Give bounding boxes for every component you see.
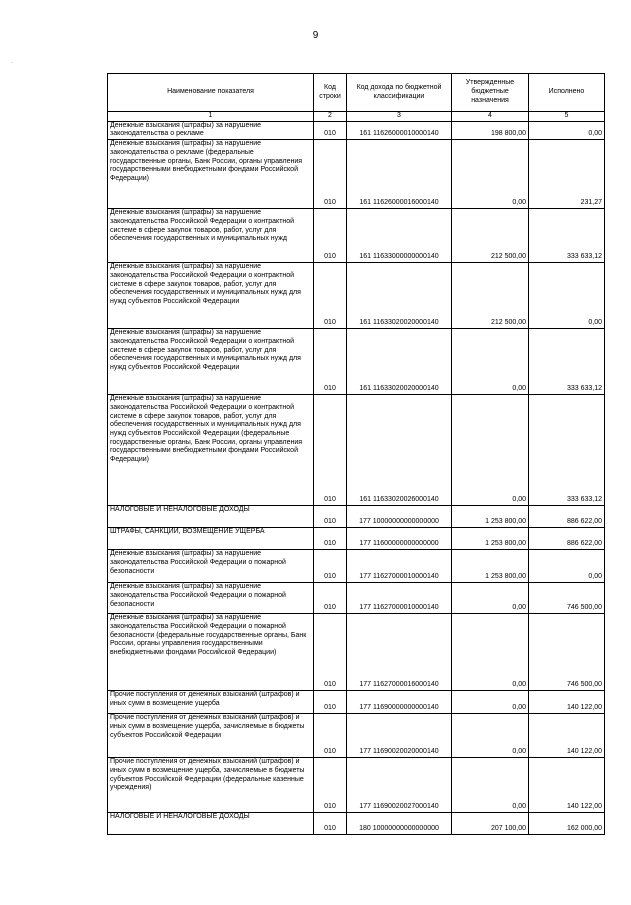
- table-row: [108, 758, 605, 813]
- row-name: Денежные взыскания (штрафы) за нарушение законодательства Российской Федерации о контрактной системе в сфере закупок товаров, работ, услуг для обеспечения государственных и муниципальных нужд: [108, 209, 314, 263]
- row-kbk: 177 11627000016000140: [347, 614, 452, 691]
- row-approved: 1 253 800,00: [452, 528, 529, 550]
- row-name: НАЛОГОВЫЕ И НЕНАЛОГОВЫЕ ДОХОДЫ: [108, 506, 314, 528]
- row-kbk: 177 11627000010000140: [347, 583, 452, 614]
- row-code: 010: [314, 714, 347, 758]
- row-code: 010: [314, 329, 347, 395]
- row-executed: 333 633,12: [529, 209, 605, 263]
- row-approved: 0,00: [452, 614, 529, 691]
- row-approved: 1 253 800,00: [452, 550, 529, 583]
- row-code: 010: [314, 550, 347, 583]
- table-row: [108, 395, 605, 506]
- row-name: Денежные взыскания (штрафы) за нарушение законодательства Российской Федерации о пожарной безопасности: [108, 550, 314, 583]
- row-executed: 746 500,00: [529, 583, 605, 614]
- row-executed: 140 122,00: [529, 691, 605, 714]
- page-number: 9: [312, 30, 319, 41]
- row-executed: 886 622,00: [529, 528, 605, 550]
- row-executed: 0,00: [529, 263, 605, 329]
- row-kbk: 161 11626000016000140: [347, 140, 452, 209]
- row-code: 010: [314, 758, 347, 813]
- row-name: Денежные взыскания (штрафы) за нарушение законодательства Российской Федерации о контрактной системе в сфере закупок товаров, работ, услуг для обеспечения государственных и муниципальных нужд для нужд субъектов Российской Федерации: [108, 263, 314, 329]
- column-number: 2: [314, 112, 347, 122]
- row-name: Денежные взыскания (штрафы) за нарушение законодательства Российской Федерации о контрактной системе в сфере закупок товаров, работ, услуг для обеспечения государственных и муниципальных нужд для нужд субъектов Российской Федерации: [108, 329, 314, 395]
- row-approved: 0,00: [452, 583, 529, 614]
- row-approved: 0,00: [452, 714, 529, 758]
- row-approved: 0,00: [452, 329, 529, 395]
- row-code: 010: [314, 395, 347, 506]
- row-approved: 198 800,00: [452, 121, 529, 139]
- row-code: 010: [314, 528, 347, 550]
- row-name: Денежные взыскания (штрафы) за нарушение законодательства Российской Федерации о пожарной безопасности (федеральные государственные органы, Банк России, органы управления государственными внебюджетными фондами Российской Федерации): [108, 614, 314, 691]
- row-code: 010: [314, 614, 347, 691]
- table-row: [108, 329, 605, 395]
- row-executed: 333 633,12: [529, 329, 605, 395]
- row-approved: 1 253 800,00: [452, 506, 529, 528]
- column-number: 3: [347, 112, 452, 122]
- row-executed: 0,00: [529, 121, 605, 139]
- column-header-executed: Исполнено: [529, 74, 605, 112]
- row-name: ШТРАФЫ, САНКЦИИ, ВОЗМЕЩЕНИЕ УЩЕРБА: [108, 528, 314, 550]
- row-name: НАЛОГОВЫЕ И НЕНАЛОГОВЫЕ ДОХОДЫ: [108, 813, 314, 835]
- row-code: 010: [314, 813, 347, 835]
- row-approved: 0,00: [452, 758, 529, 813]
- column-header-code: Код строки: [314, 74, 347, 112]
- table-row: [108, 528, 605, 550]
- row-code: 010: [314, 583, 347, 614]
- row-executed: 746 500,00: [529, 614, 605, 691]
- table-row: [108, 813, 605, 835]
- row-name: Прочие поступления от денежных взысканий (штрафов) и иных сумм в возмещение ущерба, зачисляемые в бюджеты субъектов Российской Федерации: [108, 714, 314, 758]
- row-code: 010: [314, 209, 347, 263]
- budget-execution-table: [107, 73, 605, 835]
- row-approved: 0,00: [452, 691, 529, 714]
- row-approved: 212 500,00: [452, 263, 529, 329]
- column-header-name: Наименование показателя: [108, 74, 314, 112]
- row-name: Денежные взыскания (штрафы) за нарушение законодательства Российской Федерации о контрактной системе в сфере закупок товаров, работ, услуг для обеспечения государственных и муниципальных нужд для нужд субъектов Российской Федерации (федеральные государственные органы, Банк России, органы управления государственными внебюджетными фондами Российской Федерации): [108, 395, 314, 506]
- row-executed: 333 633,12: [529, 395, 605, 506]
- column-number-row: [108, 112, 605, 122]
- row-approved: 212 500,00: [452, 209, 529, 263]
- row-code: 010: [314, 263, 347, 329]
- column-header-approved: Утвержденные бюджетные назначения: [452, 74, 529, 112]
- row-kbk: 177 11627000010000140: [347, 550, 452, 583]
- table-row: [108, 506, 605, 528]
- table-row: [108, 691, 605, 714]
- column-number: 5: [529, 112, 605, 122]
- table-row: [108, 614, 605, 691]
- row-kbk: 180 10000000000000000: [347, 813, 452, 835]
- row-name: Денежные взыскания (штрафы) за нарушение законодательства о рекламе (федеральные государственные органы, Банк России, органы управления государственными внебюджетными фондами Российской Федерации): [108, 140, 314, 209]
- column-header-kbk: Код дохода по бюджетной классификации: [347, 74, 452, 112]
- row-code: 010: [314, 121, 347, 139]
- column-number: 4: [452, 112, 529, 122]
- table-row: [108, 121, 605, 139]
- table-row: [108, 714, 605, 758]
- row-code: 010: [314, 506, 347, 528]
- table-row: [108, 140, 605, 209]
- row-executed: 231,27: [529, 140, 605, 209]
- row-kbk: 177 11690020020000140: [347, 714, 452, 758]
- row-kbk: 177 11690020027000140: [347, 758, 452, 813]
- row-kbk: 177 11690000000000140: [347, 691, 452, 714]
- table-header-row: [108, 74, 605, 112]
- row-approved: 0,00: [452, 140, 529, 209]
- table-row: [108, 209, 605, 263]
- row-code: 010: [314, 140, 347, 209]
- row-code: 010: [314, 691, 347, 714]
- row-kbk: 161 11633000000000140: [347, 209, 452, 263]
- table-row: [108, 263, 605, 329]
- table-row: [108, 550, 605, 583]
- row-approved: 0,00: [452, 395, 529, 506]
- row-approved: 207 100,00: [452, 813, 529, 835]
- row-executed: 140 122,00: [529, 714, 605, 758]
- row-kbk: 161 11633020020000140: [347, 263, 452, 329]
- row-name: Прочие поступления от денежных взысканий (штрафов) и иных сумм в возмещение ущерба, зачисляемые в бюджеты субъектов Российской Федерации (федеральные казенные учреждения): [108, 758, 314, 813]
- row-name: Прочие поступления от денежных взысканий (штрафов) и иных сумм в возмещение ущерба: [108, 691, 314, 714]
- row-executed: 0,00: [529, 550, 605, 583]
- column-number: 1: [108, 112, 314, 122]
- row-executed: 886 622,00: [529, 506, 605, 528]
- table-row: [108, 583, 605, 614]
- row-name: Денежные взыскания (штрафы) за нарушение законодательства о рекламе: [108, 121, 314, 139]
- row-kbk: 161 11633020020000140: [347, 329, 452, 395]
- row-executed: 140 122,00: [529, 758, 605, 813]
- scan-artifact: ·: [11, 60, 13, 66]
- row-kbk: 177 10000000000000000: [347, 506, 452, 528]
- row-name: Денежные взыскания (штрафы) за нарушение законодательства Российской Федерации о пожарной безопасности: [108, 583, 314, 614]
- row-kbk: 161 11626000010000140: [347, 121, 452, 139]
- row-kbk: 161 11633020026000140: [347, 395, 452, 506]
- row-executed: 162 000,00: [529, 813, 605, 835]
- row-kbk: 177 11600000000000000: [347, 528, 452, 550]
